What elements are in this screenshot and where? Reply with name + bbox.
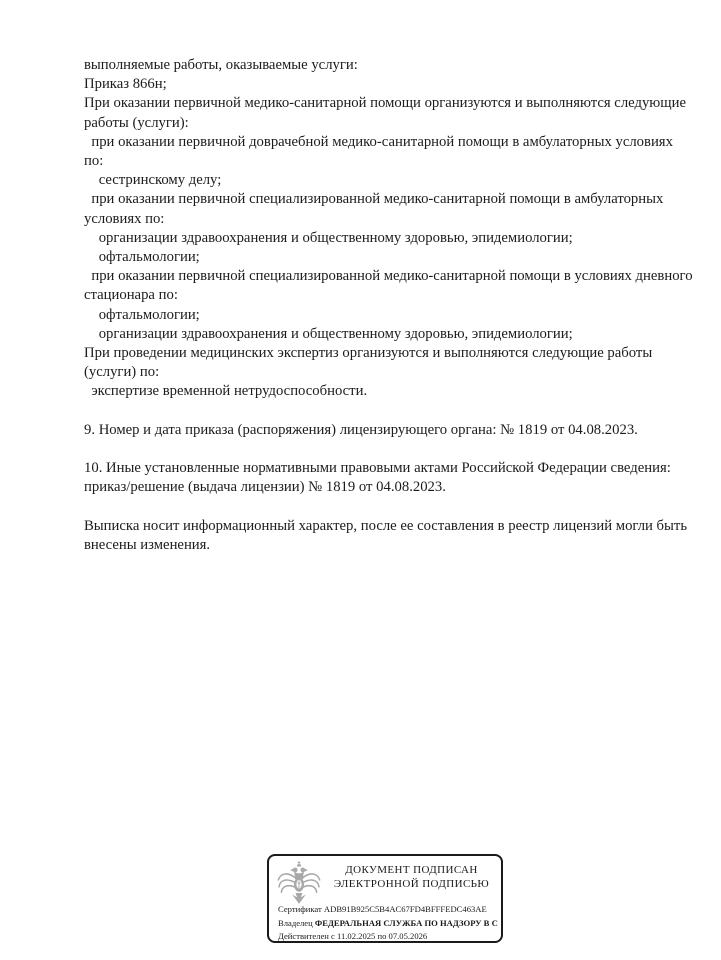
document-line: условиях по: xyxy=(84,210,165,227)
document-line: работы (услуги): xyxy=(84,114,189,131)
stamp-title-line2: ЭЛЕКТРОННОЙ ПОДПИСЬЮ xyxy=(333,878,490,890)
stamp-title-line1: ДОКУМЕНТ ПОДПИСАН xyxy=(345,864,478,876)
document-line: 10. Иные установленные нормативными правовыми актами Российской Федерации сведения: xyxy=(84,460,671,477)
document-line: выполняемые работы, оказываемые услуги: xyxy=(84,57,358,73)
document-line: При проведении медицинских экспертиз организуются и выполняются следующие работы xyxy=(84,345,653,362)
document-line: по: xyxy=(84,153,104,170)
signature-stamp xyxy=(267,854,503,943)
document-line: офтальмологии; xyxy=(84,249,200,266)
document-line: Приказ 866н; xyxy=(84,76,167,93)
document-line xyxy=(84,440,684,459)
validity-value: с 11.02.2025 по 07.05.2026 xyxy=(331,931,428,941)
validity-row xyxy=(278,930,501,943)
document-line: При оказании первичной медико-санитарной помощи организуются и выполняются следующие xyxy=(84,95,686,112)
certificate-label: Сертификат xyxy=(278,904,324,914)
document-line: Выписка носит информационный характер, после ее составления в реестр лицензий могли быть xyxy=(84,517,688,534)
document-line: 9. Номер и дата приказа (распоряжения) лицензирующего органа: № 1819 от 04.08.2023. xyxy=(84,421,638,438)
document-line: приказ/решение (выдача лицензии) № 1819 от 04.08.2023. xyxy=(84,479,446,496)
document-line: сестринскому делу; xyxy=(84,172,222,189)
document-body xyxy=(84,56,693,555)
document-line: офтальмологии; xyxy=(84,306,200,323)
document-line: организации здравоохранения и общественному здоровью, эпидемиологии; xyxy=(84,325,573,342)
owner-label: Владелец xyxy=(278,917,315,928)
document-line: при оказании первичной доврачебной медико-санитарной помощи в амбулаторных условиях xyxy=(84,133,673,150)
document-line xyxy=(84,402,684,421)
stamp-header xyxy=(269,856,501,906)
certificate-value: ADB91B925C5B4AC67FD4BFFFEDC463AE xyxy=(323,904,487,914)
document-line: экспертизе временной нетрудоспособности. xyxy=(84,383,368,400)
document-line: при оказании первичной специализированной медико-санитарной помощи в амбулаторных xyxy=(84,191,664,208)
validity-label: Действителен xyxy=(278,931,332,941)
document-line: организации здравоохранения и общественному здоровью, эпидемиологии; xyxy=(84,229,573,246)
document-line: внесены изменения. xyxy=(84,537,211,554)
document-line: (услуги) по: xyxy=(84,364,160,381)
owner-value: ФЕДЕРАЛЬНАЯ СЛУЖБА ПО НАДЗОРУ В С xyxy=(314,917,498,928)
owner-row xyxy=(278,917,501,931)
certificate-row xyxy=(278,903,501,917)
stamp-title xyxy=(322,863,501,891)
document-line: при оказании первичной специализированной медико-санитарной помощи в условиях дневного xyxy=(84,268,693,285)
document-line xyxy=(84,498,684,517)
stamp-details xyxy=(278,903,501,943)
double-eagle-emblem-icon xyxy=(276,860,322,906)
document-line: стационара по: xyxy=(84,287,178,304)
